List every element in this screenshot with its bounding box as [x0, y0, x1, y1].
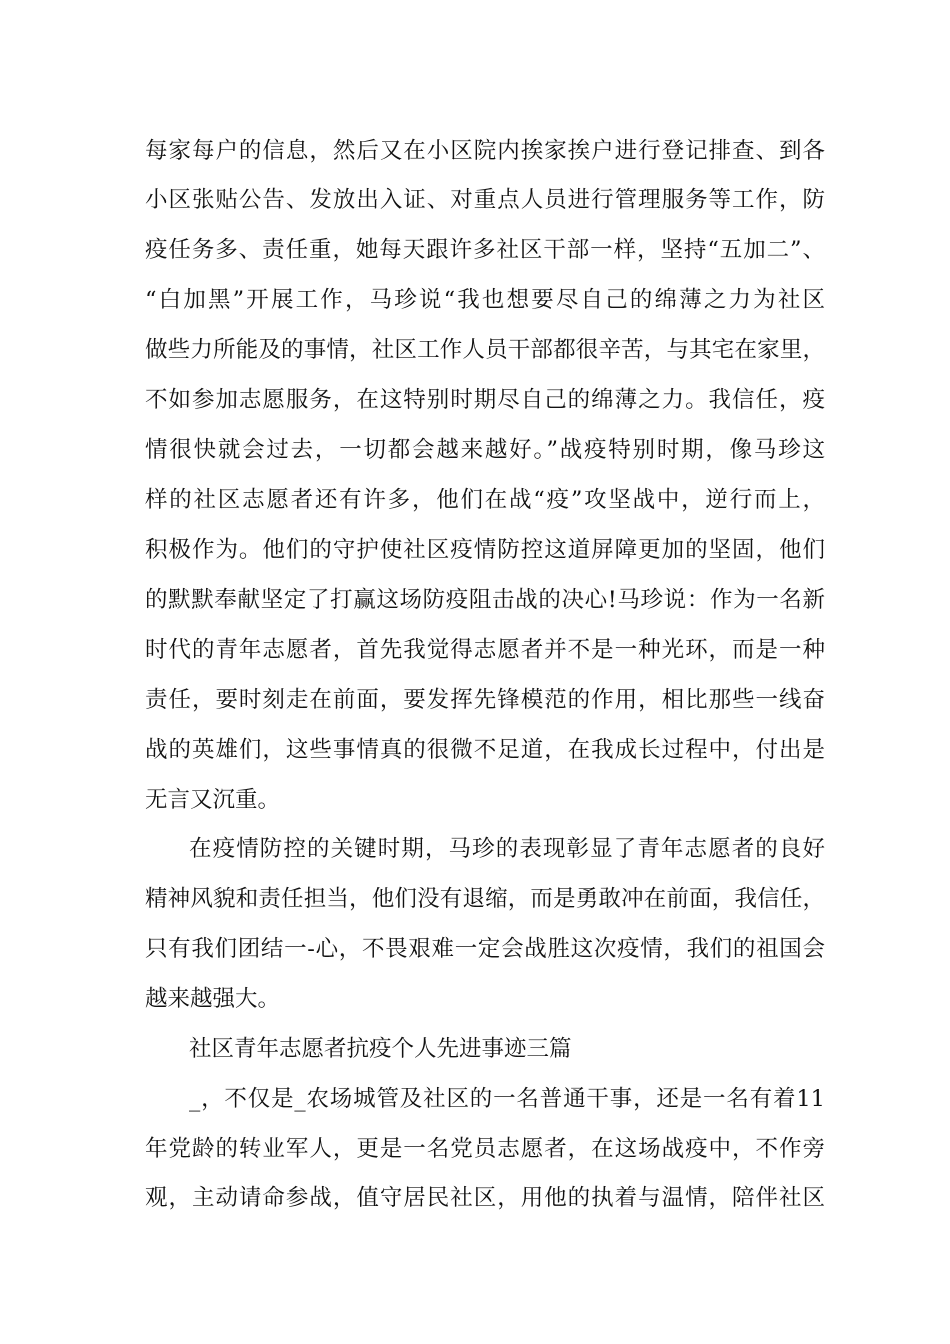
- section-heading: 社区青年志愿者抗疫个人先进事迹三篇: [189, 1036, 572, 1062]
- text-line: 责任，要时刻走在前面，要发挥先锋模范的作用，相比那些一线奋: [145, 687, 825, 713]
- text-line: 小区张贴公告、发放出入证、对重点人员进行管理服务等工作，防: [145, 187, 825, 213]
- text-line: 无言又沉重。: [145, 787, 281, 813]
- text-line: “白加黑”开展工作，马珍说“我也想要尽自己的绵薄之力为社区: [145, 287, 825, 313]
- text-line: 不如参加志愿服务，在这特别时期尽自己的绵薄之力。我信任，疫: [145, 387, 825, 413]
- text-line: 每家每户的信息，然后又在小区院内挨家挨户进行登记排查、到各: [145, 138, 825, 164]
- text-line: 越来越强大。: [145, 986, 281, 1012]
- text-line: 时代的青年志愿者，首先我觉得志愿者并不是一种光环，而是一种: [145, 637, 825, 663]
- text-line: 样的社区志愿者还有许多，他们在战“疫”攻坚战中，逆行而上，: [145, 487, 825, 513]
- paragraph-first-line: 在疫情防控的关键时期，马珍的表现彰显了青年志愿者的良好: [189, 836, 825, 862]
- text-line: 战的英雄们，这些事情真的很微不足道，在我成长过程中，付出是: [145, 737, 825, 763]
- text-line: 年党龄的转业军人，更是一名党员志愿者，在这场战疫中，不作旁: [145, 1136, 825, 1162]
- text-line: 的默默奉献坚定了打赢这场防疫阻击战的决心!马珍说：作为一名新: [145, 587, 825, 613]
- text-line: 疫任务多、责任重，她每天跟许多社区干部一样，坚持“五加二”、: [145, 237, 825, 263]
- text-line: 积极作为。他们的守护使社区疫情防控这道屏障更加的坚固，他们: [145, 537, 825, 563]
- paragraph-first-line: _，不仅是_农场城管及社区的一名普通干事，还是一名有着11: [189, 1086, 825, 1112]
- text-line: 做些力所能及的事情，社区工作人员干部都很辛苦，与其宅在家里，: [145, 337, 825, 363]
- text-line: 精神风貌和责任担当，他们没有退缩，而是勇敢冲在前面，我信任，: [145, 886, 825, 912]
- text-line: 观，主动请命参战，值守居民社区，用他的执着与温情，陪伴社区: [145, 1185, 825, 1211]
- text-line: 情很快就会过去，一切都会越来越好。”战疫特别时期，像马珍这: [145, 437, 825, 463]
- text-line: 只有我们团结一-心，不畏艰难一定会战胜这次疫情，我们的祖国会: [145, 936, 825, 962]
